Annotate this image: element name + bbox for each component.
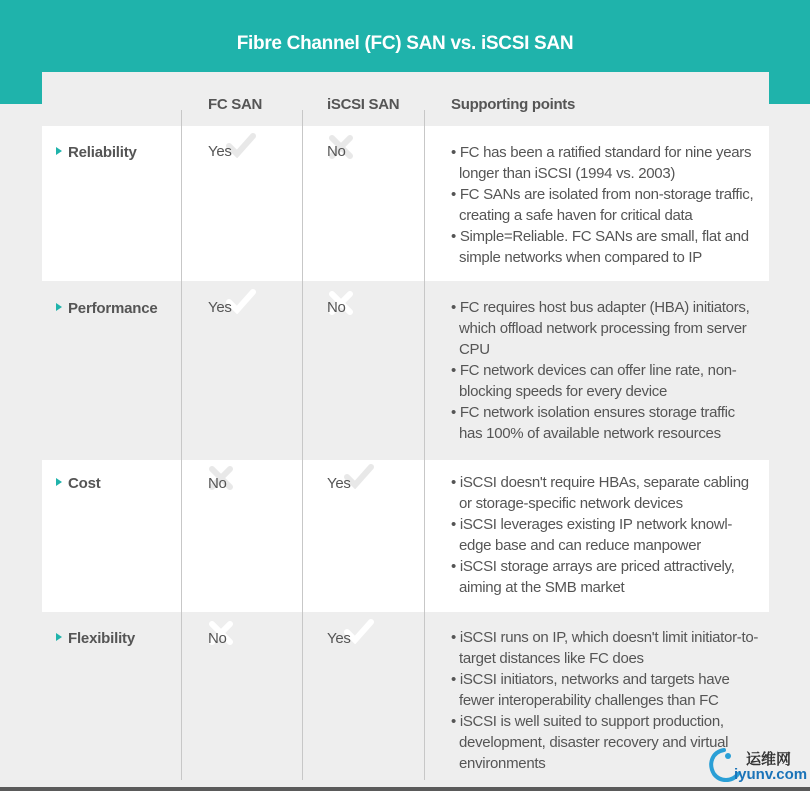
row-label-text: Flexibility: [68, 630, 135, 647]
column-divider: [302, 110, 303, 780]
row-label-cost: [56, 475, 101, 492]
row-label-text: Reliability: [68, 144, 137, 161]
arrow-icon: [56, 633, 62, 641]
fc-value: Yes: [208, 143, 232, 160]
list-item: • iSCSI runs on IP, which doesn't limit initiator-to-target distances like FC does: [451, 629, 759, 667]
fc-value: No: [208, 630, 227, 647]
supporting-points-list: [451, 297, 761, 444]
arrow-icon: [56, 478, 62, 486]
list-item: • iSCSI storage arrays are priced attractively, aiming at the SMB market: [451, 558, 735, 596]
list-item: • FC network devices can offer line rate, non-blocking speeds for every device: [451, 362, 737, 400]
row-label-performance: [56, 300, 158, 317]
iscsi-value: No: [327, 143, 346, 160]
column-header-supporting-points: Supporting points: [451, 96, 576, 113]
arrow-icon: [56, 303, 62, 311]
fc-value: Yes: [208, 299, 232, 316]
supporting-points-list: [451, 472, 761, 598]
column-divider: [181, 110, 182, 780]
list-item: • FC requires host bus adapter (HBA) initiators, which offload network processing from server CPU: [451, 299, 750, 358]
bottom-border: [0, 787, 810, 791]
table-header-background: [42, 72, 769, 126]
watermark: [706, 744, 810, 784]
list-item: • Simple=Reliable. FC SANs are small, flat and simple networks when compared to IP: [451, 228, 749, 266]
list-item: • iSCSI leverages existing IP network knowl-edge base and can reduce manpower: [451, 516, 733, 554]
column-header-iscsi-san: iSCSI SAN: [327, 96, 400, 113]
list-item: • iSCSI is well suited to support production, development, disaster recovery and virtual environments: [451, 713, 729, 772]
row-label-text: Cost: [68, 475, 101, 492]
row-label-reliability: [56, 144, 137, 161]
iscsi-value: Yes: [327, 630, 351, 647]
list-item: • FC network isolation ensures storage traffic has 100% of available network resources: [451, 404, 735, 442]
supporting-points-list: [451, 142, 761, 268]
list-item: • FC SANs are isolated from non-storage traffic, creating a safe haven for critical data: [451, 186, 754, 224]
column-header-fc-san: FC SAN: [208, 96, 263, 113]
watermark-en-text: iyunv.com: [734, 766, 808, 783]
list-item: • iSCSI initiators, networks and targets have fewer interoperability challenges than FC: [451, 671, 730, 709]
list-item: • iSCSI doesn't require HBAs, separate cabling or storage-specific network devices: [451, 474, 749, 512]
arrow-icon: [56, 147, 62, 155]
watermark-cn-text: 运维网: [746, 750, 792, 768]
fc-value: No: [208, 475, 227, 492]
iscsi-value: No: [327, 299, 346, 316]
page-title: Fibre Channel (FC) SAN vs. iSCSI SAN: [236, 33, 574, 54]
iscsi-value: Yes: [327, 475, 351, 492]
row-label-flexibility: [56, 630, 135, 647]
column-divider: [424, 110, 425, 780]
list-item: • FC has been a ratified standard for nine years longer than iSCSI (1994 vs. 2003): [451, 144, 752, 182]
row-label-text: Performance: [68, 300, 158, 317]
